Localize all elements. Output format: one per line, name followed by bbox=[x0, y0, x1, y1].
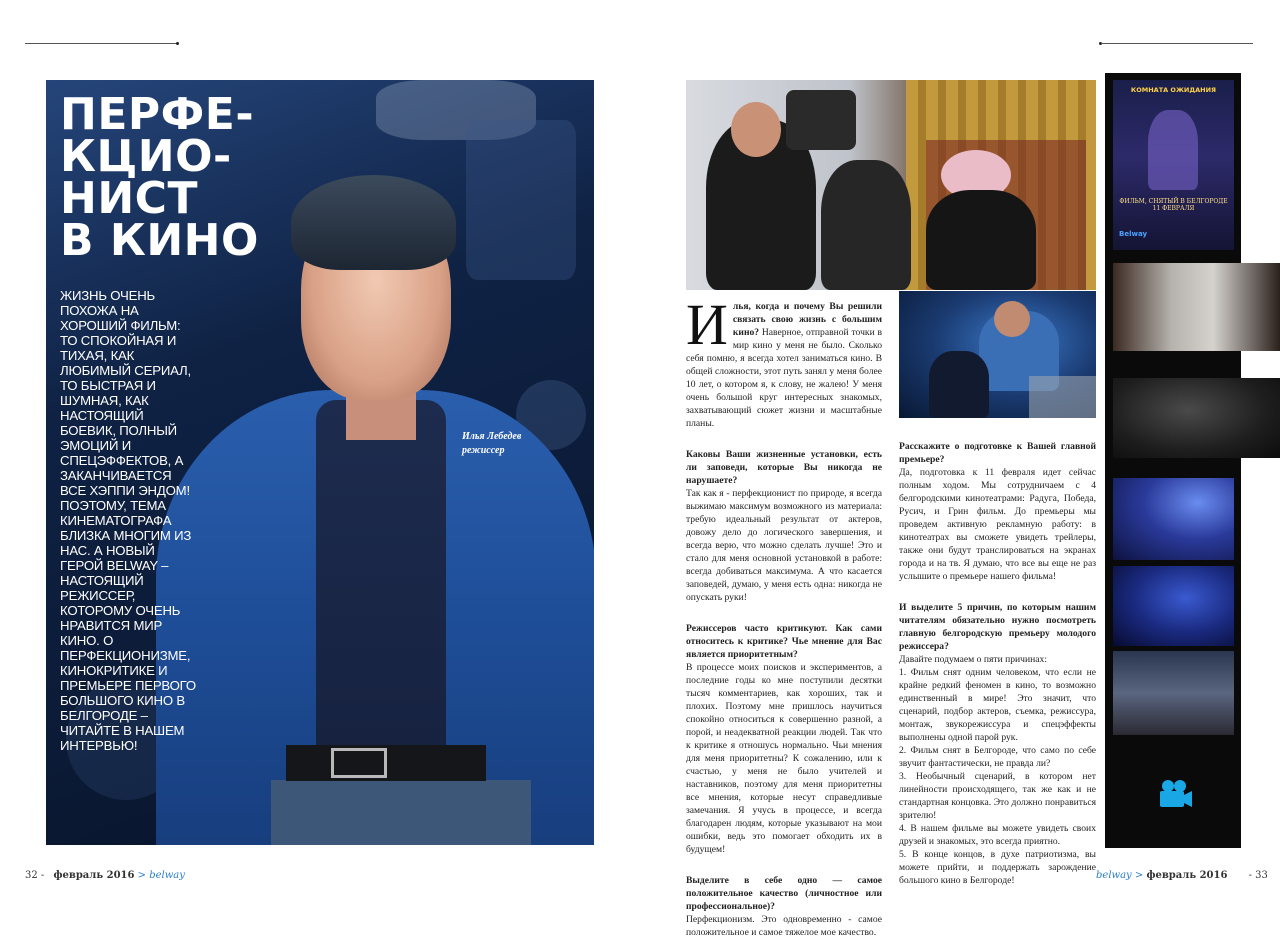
issue-month-left: февраль 2016 bbox=[53, 870, 135, 881]
poster-subtitle: ФИЛЬМ, СНЯТЫЙ В БЕЛГОРОДЕ 11 ФЕВРАЛЯ bbox=[1119, 198, 1228, 212]
brand-logo-right: belway bbox=[1096, 870, 1132, 881]
top-rule-left-dot bbox=[176, 42, 179, 45]
reason-1: 1. Фильм снят одним человеком, что если не крайне редкий феномен в кино, то возможно единственный в мире! Это значит, что сценарий, подбор актеров, съемка, режиссура, монтаж, звукорежиссура и спецэффекты выполнены одной парой рук. bbox=[899, 667, 1096, 743]
drop-cap: И bbox=[686, 292, 728, 357]
camera-icon bbox=[1158, 779, 1194, 809]
page-number-left: 32 - bbox=[25, 870, 45, 881]
answer-3: В процессе моих поисков и экспериментов, а последние годы ко мне поступили десятки тысяч комментариев, как хороших, так и плохих. Поэтому мне пришлось научиться спокойно относиться к совершенно разной, а порой, и неадекватной реакции людей. Так что к критике я отношусь нормально. Чьи мнения для меня приоритетны? К сожалению, или к счастью, у меня не было учителей и наставников, поэтому для меня приоритетны все мнения, которые несут справедливые замечания. Я учусь в процессе, и всегда благодарен людям, которые указывают на мои ошибки, ведь это помогает обходить их в будущем! bbox=[686, 662, 882, 855]
strip-photo-dark-room bbox=[1113, 378, 1280, 458]
answer-2: Так как я - перфекционист по природе, я всегда выжимаю максимум возможного из материала: требую идеальный результат от актеров, довожу дело до логического завершения, и всегда верю, что можно сделать лучше! Это и стало для меня основной установкой в работе: всегда добиваться максимума. А что касается заповедей, думаю, у меня есть одна: никогда не опускать руки! bbox=[686, 488, 882, 603]
footer-left bbox=[25, 870, 185, 881]
brand-logo-left: belway bbox=[149, 870, 185, 881]
reason-5: 5. В конце концов, в духе патриотизма, вы можете прийти, и поддержать зарождение большого кино в Белгороде! bbox=[899, 849, 1096, 886]
photo-film-crew bbox=[686, 80, 1096, 290]
article-lead: ЖИЗНЬ ОЧЕНЬ ПОХОЖА НА ХОРОШИЙ ФИЛЬМ: ТО СПОКОЙНАЯ И ТИХАЯ, КАК ЛЮБИМЫЙ СЕРИАЛ, ТО БЫСТРАЯ И ШУМНАЯ, КАК НАСТОЯЩИЙ БОЕВИК, ПОЛНЫЙ ЭМОЦИЙ И СПЕЦЭФФЕКТОВ, А ЗАКАНЧИВАЕТСЯ ВСЕ ХЭППИ ЭНДОМ! ПОЭТОМУ, ТЕМА КИНЕМАТОГРАФА БЛИЗКА МНОГИМ ИЗ НАС. А НОВЫЙ ГЕРОЙ BELWAY – НАСТОЯЩИЙ РЕЖИССЕР, КОТОРОМУ ОЧЕНЬ НРАВИТСЯ МИР КИНО. О ПЕРФЕКЦИОНИЗМЕ, КИНОКРИТИКЕ И ПРЕМЬЕРЕ ПЕРВОГО БОЛЬШОГО КИНО В БЕЛГОРОДЕ – ЧИТАЙТЕ В НАШЕМ ИНТЕРВЬЮ! bbox=[60, 288, 196, 753]
issue-month-right: февраль 2016 bbox=[1146, 870, 1228, 881]
top-rule-right bbox=[1101, 43, 1253, 44]
caption-role: режиссер bbox=[462, 445, 505, 456]
question-4: Выделите в себе одно — самое положительное качество (личностное или профессиональное)? bbox=[686, 875, 882, 912]
reason-2: 2. Фильм снят в Белгороде, что само по себе звучит фантастически, не правда ли? bbox=[899, 745, 1096, 769]
man-hair bbox=[291, 175, 456, 270]
article-column-2 bbox=[899, 440, 1096, 897]
article-column-1 bbox=[686, 292, 882, 949]
photo-stage-shoot bbox=[899, 291, 1096, 418]
reason-3: 3. Необычный сценарий, в котором нет линейности происходящего, так же как и не стандартная концовка. Это должно понравиться зрителю! bbox=[899, 771, 1096, 821]
strip-photo-stage-lights bbox=[1113, 566, 1234, 646]
answer-4: Перфекционизм. Это одновременно - самое положительное и самое тяжелое мое качество. bbox=[686, 914, 882, 938]
poster-title: КОМНАТА ОЖИДАНИЯ bbox=[1130, 86, 1217, 94]
article-title: ПЕРФЕ- КЦИО- НИСТ В КИНО bbox=[60, 89, 259, 266]
belt-buckle bbox=[331, 748, 387, 778]
footer-separator-right: > bbox=[1134, 870, 1144, 881]
hero-photo bbox=[46, 80, 594, 845]
question-5: Расскажите о подготовке к Вашей главной премьере? bbox=[899, 441, 1096, 465]
answer-1: Наверное, отправной точки в мир кино у меня не было. Сколько себя помню, я всегда хотел заниматься кино. В общей сложности, этот путь занял у меня более 10 лет, о котором я, к слову, не жалею! У меня очень большой круг интересных знакомых, захватывающий сюжет жизни и масштабные планы. bbox=[686, 327, 882, 429]
footer-right bbox=[1096, 870, 1268, 881]
poster-brand: Belway bbox=[1119, 230, 1148, 238]
strip-photo-premiere bbox=[1113, 651, 1234, 735]
caption-name: Илья Лебедев bbox=[462, 431, 522, 442]
strip-photo-woman bbox=[1113, 263, 1280, 351]
answer-6-intro: Давайте подумаем о пяти причинах: bbox=[899, 654, 1047, 665]
question-1: лья, когда и почему Вы решили связать свою жизнь с большим кино? bbox=[732, 301, 882, 338]
question-6: И выделите 5 причин, по которым нашим читателям обязательно нужно посмотреть главную белгородскую премьеру молодого режиссера? bbox=[899, 602, 1096, 652]
answer-5: Да, подготовка к 11 февраля идет сейчас полным ходом. Мы сотрудничаем с 4 белгородскими кинотеатрами: Радуга, Победа, Русич, и Грин фильм. До премьеры мы проведем активную рекламную работу: в кинотеатрах вы сможете увидеть трейлеры, также они будут транслироваться на экранах города и на тв. Я думаю, что все вы еще не раз услышите о премьере нашего фильма! bbox=[899, 467, 1096, 582]
page-number-right: - 33 bbox=[1248, 870, 1268, 881]
question-3: Режиссеров часто критикуют. Как сами относитесь к критике? Чье мнение для Вас является приоритетным? bbox=[686, 623, 882, 660]
movie-poster bbox=[1113, 80, 1234, 250]
footer-separator-left: > bbox=[137, 870, 147, 881]
reason-4: 4. В нашем фильме вы можете увидеть своих друзей и знакомых, это всегда приятно. bbox=[899, 823, 1096, 847]
strip-photo-crowd bbox=[1113, 478, 1234, 560]
question-2: Каковы Ваши жизненные установки, есть ли заповеди, которые Вы никогда не нарушаете? bbox=[686, 449, 882, 486]
photo-caption bbox=[462, 430, 521, 458]
man-jeans bbox=[271, 780, 531, 845]
top-rule-left bbox=[25, 43, 177, 44]
